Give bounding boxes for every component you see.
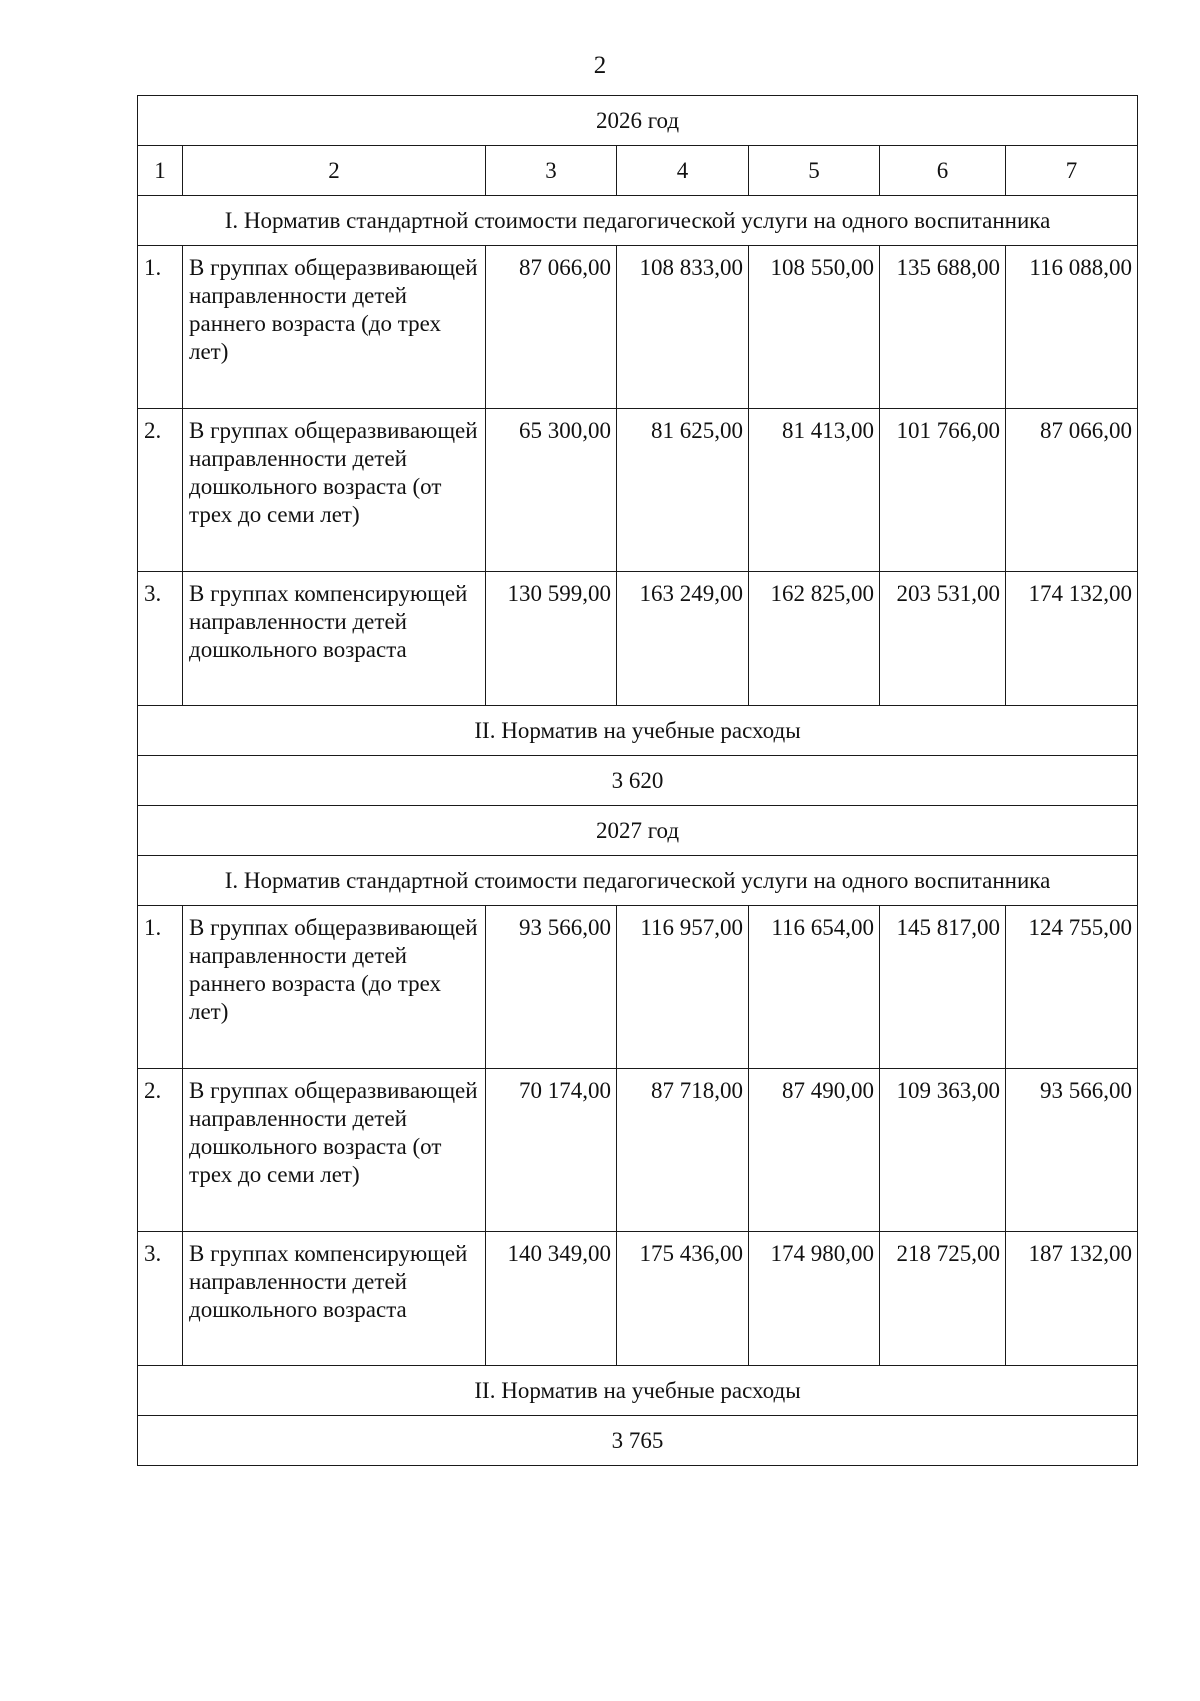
column-number: 5	[749, 146, 880, 196]
value-cell: 108 550,00	[749, 246, 880, 409]
section-title: I. Норматив стандартной стоимости педагогической услуги на одного воспитанника	[138, 196, 1138, 246]
row-index: 2.	[138, 1069, 183, 1232]
page-number: 2	[593, 52, 607, 79]
column-number-row	[138, 146, 1138, 196]
value-cell: 140 349,00	[486, 1232, 617, 1366]
section-title: II. Норматив на учебные расходы	[138, 1366, 1138, 1416]
value-cell: 70 174,00	[486, 1069, 617, 1232]
value-cell: 174 132,00	[1006, 572, 1138, 706]
table-row	[138, 906, 1138, 1069]
value-cell: 109 363,00	[880, 1069, 1006, 1232]
table-row	[138, 572, 1138, 706]
value-cell: 87 490,00	[749, 1069, 880, 1232]
value-cell: 187 132,00	[1006, 1232, 1138, 1366]
value-cell: 101 766,00	[880, 409, 1006, 572]
row-index: 1.	[138, 906, 183, 1069]
section-title: I. Норматив стандартной стоимости педагогической услуги на одного воспитанника	[138, 856, 1138, 906]
row-index: 2.	[138, 409, 183, 572]
value-cell: 174 980,00	[749, 1232, 880, 1366]
table-row	[138, 409, 1138, 572]
value-cell: 81 413,00	[749, 409, 880, 572]
section-value: 3 620	[138, 756, 1138, 806]
value-cell: 163 249,00	[617, 572, 749, 706]
row-index: 1.	[138, 246, 183, 409]
value-cell: 116 957,00	[617, 906, 749, 1069]
value-cell: 135 688,00	[880, 246, 1006, 409]
year-header-row	[138, 806, 1138, 856]
column-number: 7	[1006, 146, 1138, 196]
year-header-row	[138, 96, 1138, 146]
row-index: 3.	[138, 1232, 183, 1366]
value-cell: 93 566,00	[1006, 1069, 1138, 1232]
value-cell: 87 066,00	[486, 246, 617, 409]
column-number: 1	[138, 146, 183, 196]
column-number: 6	[880, 146, 1006, 196]
section-title-row	[138, 196, 1138, 246]
row-description: В группах общеразвивающей направленности детей раннего возраста (до трех лет)	[183, 246, 486, 409]
section-title-row	[138, 1366, 1138, 1416]
value-cell: 175 436,00	[617, 1232, 749, 1366]
value-cell: 162 825,00	[749, 572, 880, 706]
row-description: В группах общеразвивающей направленности детей дошкольного возраста (от трех до семи лет)	[183, 1069, 486, 1232]
value-cell: 116 654,00	[749, 906, 880, 1069]
table-row	[138, 1069, 1138, 1232]
value-cell: 81 625,00	[617, 409, 749, 572]
column-number: 3	[486, 146, 617, 196]
table-row	[138, 1232, 1138, 1366]
value-cell: 87 066,00	[1006, 409, 1138, 572]
value-cell: 65 300,00	[486, 409, 617, 572]
value-cell: 145 817,00	[880, 906, 1006, 1069]
row-index: 3.	[138, 572, 183, 706]
table-row	[138, 246, 1138, 409]
column-number: 4	[617, 146, 749, 196]
value-cell: 218 725,00	[880, 1232, 1006, 1366]
row-description: В группах компенсирующей направленности детей дошкольного возраста	[183, 1232, 486, 1366]
row-description: В группах общеразвивающей направленности детей дошкольного возраста (от трех до семи лет)	[183, 409, 486, 572]
value-cell: 130 599,00	[486, 572, 617, 706]
section-title-row	[138, 706, 1138, 756]
normative-table	[137, 95, 1138, 1466]
value-cell: 203 531,00	[880, 572, 1006, 706]
year-title: 2026 год	[138, 96, 1138, 146]
row-description: В группах компенсирующей направленности детей дошкольного возраста	[183, 572, 486, 706]
section-value: 3 765	[138, 1416, 1138, 1466]
section-title-row	[138, 856, 1138, 906]
column-number: 2	[183, 146, 486, 196]
section-value-row	[138, 1416, 1138, 1466]
value-cell: 93 566,00	[486, 906, 617, 1069]
value-cell: 108 833,00	[617, 246, 749, 409]
section-value-row	[138, 756, 1138, 806]
section-title: II. Норматив на учебные расходы	[138, 706, 1138, 756]
year-title: 2027 год	[138, 806, 1138, 856]
value-cell: 87 718,00	[617, 1069, 749, 1232]
value-cell: 124 755,00	[1006, 906, 1138, 1069]
value-cell: 116 088,00	[1006, 246, 1138, 409]
row-description: В группах общеразвивающей направленности детей раннего возраста (до трех лет)	[183, 906, 486, 1069]
